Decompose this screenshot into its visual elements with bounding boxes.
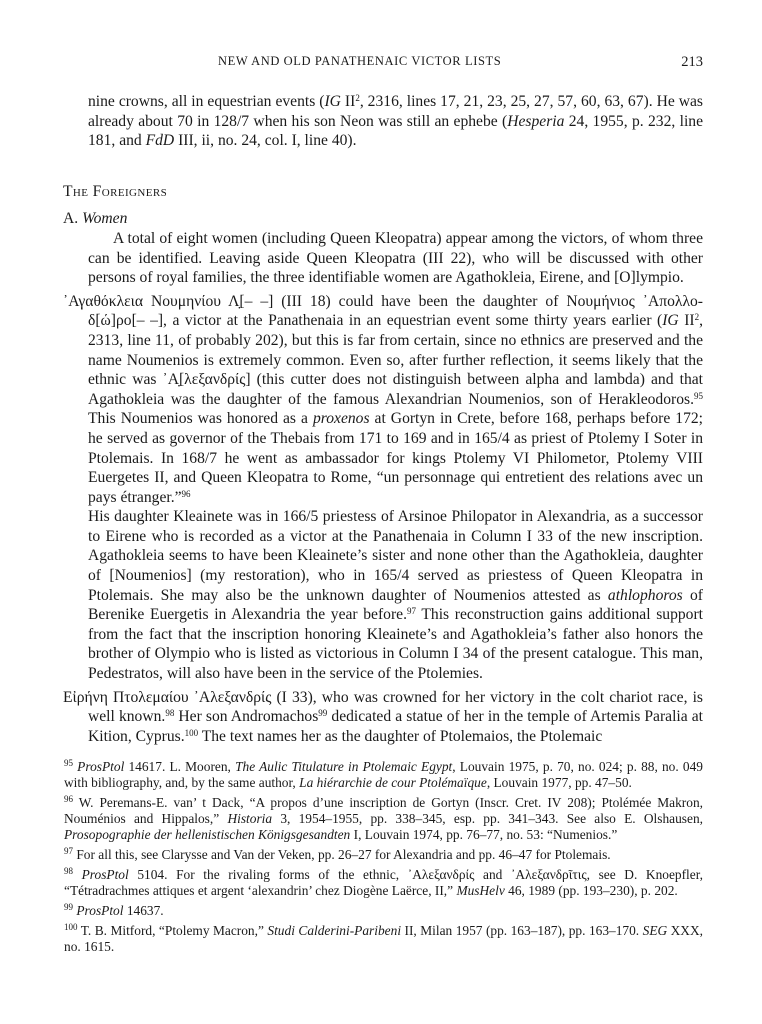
section-heading: The Foreigners	[63, 182, 168, 200]
entry-agathokleia: ᾿Αγαθόκλεια Νουμηνίου Λ̣[– –] (III 18) could have been the daughter of Νουμήνιος ᾿Απολλο-δ[ώ]ρο[– –], a victor at the Panathenaia in an equestrian event some thirty years earlier (IG $II^2$, 2313, line 11, of probably 202), but this is far from certain, since no ethnics are preserved and the name Noumenios is extremely common. Even so, after further reflection, it seems likely that the ethnic was ᾿Α̣[λεξανδρίς] (this cutter does not distinguish between alpha and lambda) and that Agathokleia was the daughter of the famous Alexandrian Noumenios, son of Herakleodoros.$^{95}$ This Noumenios was honored as a proxenos at Gortyn in Crete, before 168, perhaps before 172; he served as governor of the Thebais from 171 to 169 and in 165/4 as priest of Ptolemy I Soter in Ptolemais. In 168/7 he went as ambassador for kings Ptolemy VI Philometor, Ptolemy VIII Euergetes II, and Queen Kleopatra to Rome, “un personnage qui entretient des relations avec un pays étranger.”$^{96}$	[63, 292, 703, 506]
footnote-ref-100[interactable]: 100	[184, 727, 199, 738]
footnote-99: $^{99}$ ProsPtol 14637.	[64, 902, 164, 919]
body-text	[63, 92, 704, 746]
subsection-heading: A. Women	[63, 210, 128, 228]
footnote-97: $^{97}$ For all this, see Clarysse and Van der Veken, pp. 26–27 for Alexandria and pp. 46–47 for Ptolemais.	[64, 846, 611, 863]
running-header	[88, 54, 703, 76]
footnotes	[64, 759, 703, 955]
page	[63, 54, 704, 955]
footnote-98: $^{98}$ ProsPtol 5104. For the rivaling forms of the ethnic, ᾿Αλεξανδρίς and ᾿Αλεξανδρῖτις, see D. Knoepfler, “Tétradrachmes attiques et argent ‘alexandrin’ chez Diogène Laërce, II,” MusHelv 46, 1989 (pp. 193–230), p. 202.	[64, 866, 703, 899]
footnote-ref-99[interactable]: 99	[318, 708, 328, 719]
footnote-100: $^{100}$ T. B. Mitford, “Ptolemy Macron,” Studi Calderini-Paribeni II, Milan 1957 (pp. 163–187), pp. 163–170. SEG XXX, no. 1615.	[64, 922, 703, 955]
page-number: 213	[681, 54, 703, 70]
paragraph-opening: nine crowns, all in equestrian events (IG $II^2$, 2316, lines 17, 21, 23, 25, 27, 57, 60, 63, 67). He was already about 70 in 128/7 when his son Neon was still an ephebe (Hesperia 24, 1955, p. 232, line 181, and FdD III, ii, no. 24, col. I, line 40).	[88, 93, 703, 150]
footnote-ref-97[interactable]: 97	[407, 606, 416, 617]
footnote-ref-96[interactable]: 96	[181, 488, 191, 499]
paragraph-kleainete: His daughter Kleainete was in 166/5 priestess of Arsinoe Philopator in Alexandria, as a successor to Eirene who is recorded as a victor at the Panathenaia in Column I 33 of the new inscription. Agathokleia seems to have been Kleainete’s sister and none other than the Agathokleia, daughter of [Noumenios] (my restoration), who in 165/4 served as priestess of Queen Kleopatra in Ptolemais. She may also be the unknown daughter of Noumenios attested as athlophoros of Berenike Euergetis in Alexandria the year before.$^{97}$ This reconstruction gains additional support from the fact that the inscription honoring Kleainete’s and Agathokleia’s father also honors the brother of Olympio who is listed as victorious in Column I 34 of the present catalogue. This man, Pedestratos, will also have been in the service of the Ptolemies.	[88, 508, 703, 683]
running-title: NEW AND OLD PANATHENAIC VICTOR LISTS	[218, 54, 502, 68]
footnote-96: $^{96}$ W. Peremans-E. van’ t Dack, “A propos d’une inscription de Gortyn (Inscr. Cret. IV 208); Ptolémée Makron, Nouménios and Hippalos,” Historia 3, 1954–1955, pp. 338–345, esp. pp. 341–343. See also E. Olshausen, Prosopographie der hellenistischen Königsgesandten I, Louvain 1974, pp. 76–77, no. 53: “Numenios.”	[64, 794, 703, 843]
footnote-ref-95[interactable]: 95	[694, 390, 703, 401]
footnote-ref-98[interactable]: 98	[165, 708, 175, 719]
paragraph-intro: A total of eight women (including Queen Kleopatra) appear among the victors, of whom three can be identified. Leaving aside Queen Kleopatra (III 22), who will be discussed with other persons of royal families, the three identifiable women are Agathokleia, Eirene, and [O]lympio.	[88, 229, 703, 287]
entry-eirene: Εἰρήνη Πτολεμαίου ᾿Αλεξανδρίς (I 33), who was crowned for her victory in the colt chariot race, is well known.$^{98}$ Her son Andromachos$^{99}$ dedicated a statue of her in the temple of Artemis Paralia at Kition, Cyprus.$^{100}$ The text names her as the daughter of Ptolemaios, the Ptolemaic	[63, 688, 704, 745]
footnote-95: $^{95}$ ProsPtol 14617. L. Mooren, The Aulic Titulature in Ptolemaic Egypt, Louvain 1975, p. 70, no. 024; p. 88, no. 049 with bibliography, and, by the same author, La hiérarchie de cour Ptolémaïque, Louvain 1977, pp. 47–50.	[64, 758, 703, 791]
